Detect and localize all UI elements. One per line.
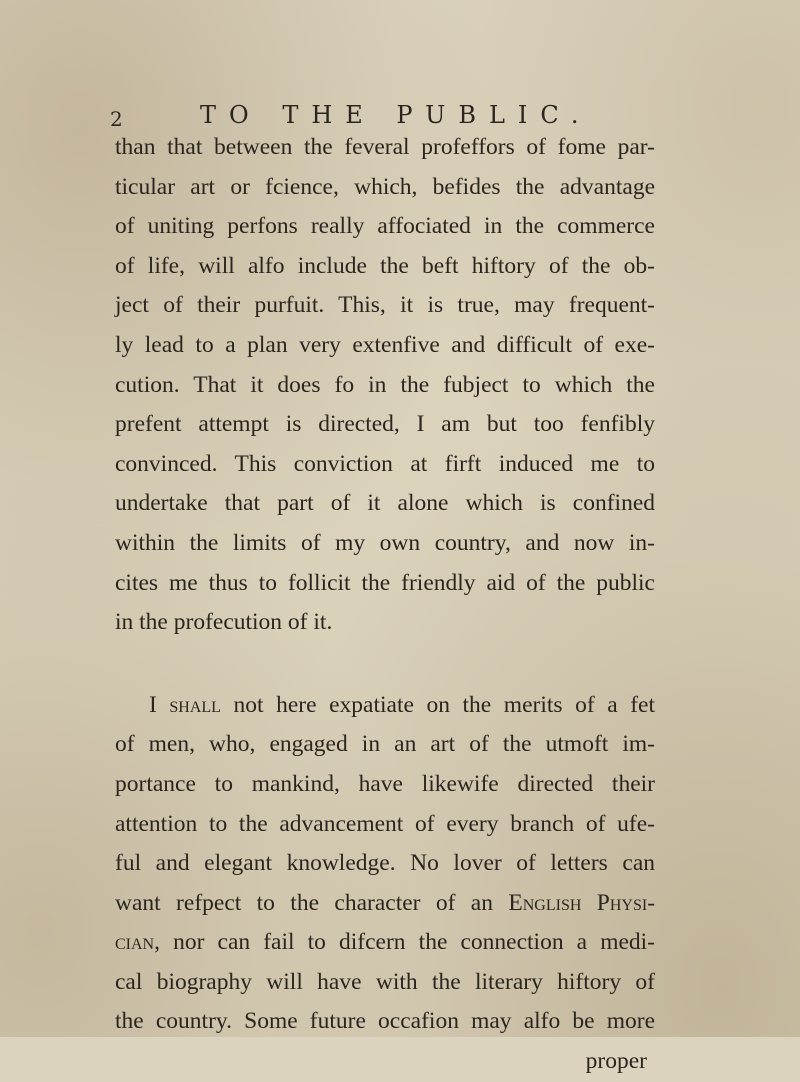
page-number: 2 (110, 107, 123, 131)
text-line: of life, will alfo include the beft hiftory of the ob- (115, 252, 655, 279)
small-caps-phrase: English Physi- (508, 889, 656, 916)
catchword: proper (585, 1048, 647, 1075)
line-text: nor can fail to difcern the connection a medi- (173, 929, 656, 956)
small-caps-word: shall (169, 691, 221, 718)
text-line: than that between the feveral profeffors of fome par- (115, 134, 655, 160)
text-line: cution. That it does fo in the fubject to which the (115, 371, 655, 398)
small-caps-word: cian, (115, 929, 160, 956)
line-text: not here expatiate on the merits of a fet (233, 691, 656, 718)
text-line: of uniting perfons really affociated in the commerce (115, 213, 655, 240)
text-line: of men, who, engaged in an art of the utmoft im- (115, 731, 655, 758)
text-line: portance to mankind, have likewife directed their (115, 770, 655, 797)
line-text: want refpect to the character of an (115, 889, 493, 916)
text-line: ly lead to a plan very extenfive and difficult of exe- (115, 331, 655, 358)
body-text (115, 128, 655, 1082)
paragraph-gap (115, 643, 655, 686)
text-line (115, 923, 655, 963)
text-line: undertake that part of it alone which is confined (115, 490, 655, 517)
text-line (115, 884, 655, 924)
text-line: within the limits of my own country, and now in- (115, 529, 655, 556)
text-line: cal biography will have with the literary hiftory of (115, 968, 655, 995)
text-line: cites me thus to follicit the friendly aid of the public (115, 569, 655, 596)
text-line: in the profecution of it. (115, 609, 333, 636)
text-line: the country. Some future occafion may alfo be more (115, 1008, 655, 1035)
running-title: TO THE PUBLIC. (200, 101, 592, 129)
paragraph-2 (115, 686, 655, 1042)
text-line: attention to the advancement of every branch of ufe- (115, 810, 655, 837)
opening-word: I (149, 691, 157, 718)
text-line: ful and elegant knowledge. No lover of letters can (115, 850, 655, 877)
text-line: convinced. This conviction at firft induced me to (115, 450, 655, 477)
text-line: ject of their purfuit. This, it is true, may frequent- (115, 292, 655, 319)
text-line: ticular art or fcience, which, befides the advantage (115, 173, 655, 200)
text-line (115, 686, 655, 726)
paragraph-1 (115, 128, 655, 643)
text-line: prefent attempt is directed, I am but too fenfibly (115, 411, 655, 438)
